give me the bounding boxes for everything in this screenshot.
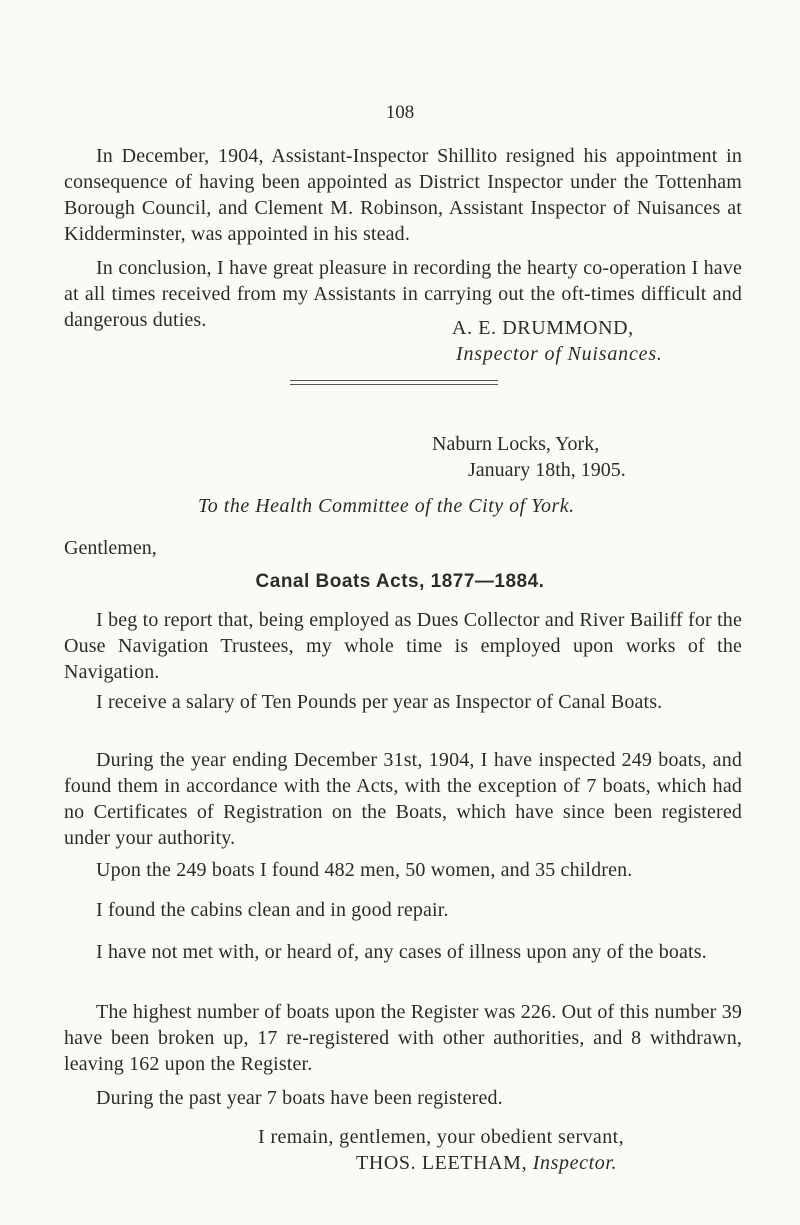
paragraph-cabins: I found the cabins clean and in good repair. [96,899,449,921]
signer-name: THOS. LEETHAM, [356,1152,528,1174]
signer-title: Inspector. [532,1152,618,1174]
signature-name-drummond: A. E. DRUMMOND, [452,317,634,339]
paragraph-illness: I have not met with, or heard of, any cases of illness upon any of the boats. [96,941,707,963]
paragraph-registered: During the past year 7 boats have been registered. [96,1087,503,1109]
letter-closing: I remain, gentlemen, your obedient servant, [258,1126,624,1148]
paragraph-occupants: Upon the 249 boats I found 482 men, 50 women, and 35 children. [96,859,633,881]
letter-addressee: To the Health Committee of the City of York. [198,495,575,517]
paragraph-inspections: During the year ending December 31st, 1904, I have inspected 249 boats, and found them in accordance with the Acts, with the exception of 7 boats, which had no Certificates of Registration on the Boats, which have since been registered under your authority. [64,749,742,849]
paragraph-resignation: In December, 1904, Assistant-Inspector Shillito resigned his appointment in consequence of having been appointed as District Inspector under the Tottenham Borough Council, and Clement M. Robinson, Assistant Inspector of Nuisances at Kidderminster, was appointed in his stead. [64,145,742,245]
section-divider [290,380,498,385]
signature-title-drummond: Inspector of Nuisances. [456,343,663,365]
paragraph-register: The highest number of boats upon the Register was 226. Out of this number 39 have been broken up, 17 re-registered with other authorities, and 8 withdrawn, leaving 162 upon the Register. [64,1001,742,1075]
paragraph-employment: I beg to report that, being employed as Dues Collector and River Bailiff for the Ouse Navigation Trustees, my whole time is employed upon works of the Navigation. [64,609,742,683]
letter-signature [356,1152,617,1175]
paragraph-conclusion: In conclusion, I have great pleasure in recording the hearty co-operation I have at all times received from my Assistants in carrying out the oft-times difficult and dangerous duties. [64,257,742,331]
letter-address: Naburn Locks, York, [432,433,600,455]
letter-date: January 18th, 1905. [468,459,626,481]
page-number: 108 [385,102,415,123]
paragraph-salary: I receive a salary of Ten Pounds per year as Inspector of Canal Boats. [96,691,663,713]
letter-salutation: Gentlemen, [64,537,157,559]
section-heading: Canal Boats Acts, 1877—1884. [255,571,545,592]
